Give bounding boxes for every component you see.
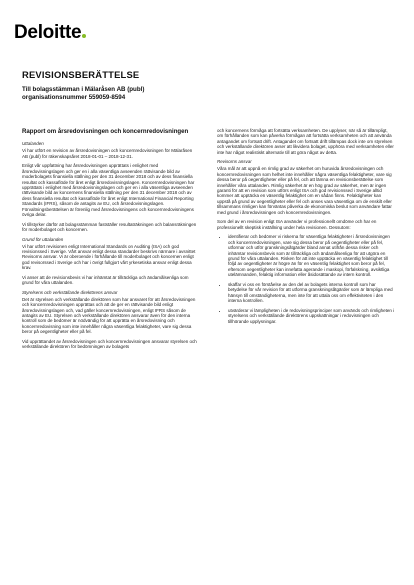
org-number-line: organisationsnummer 559059-8594 <box>22 93 126 101</box>
recipient-line: Till bolagsstämman i Mälaråsen AB (publ) <box>22 86 145 93</box>
paragraph: Som del av en revision enligt ISA använder vi professionellt omdöme och har en professionellt skeptisk inställning under hela revisionen. Dessutom: <box>217 219 377 230</box>
paragraph: Det är styrelsen och verkställande direktören som har ansvaret för att årsredovisningen och koncernredovisningen upprättas och att de ger en rättvisande bild enligt årsredovisningslagen och, vad gäller koncernredovisningen, enligt IFRS såsom de antagits av EU. Styrelsen och verkställande direktören ansvarar även för den interna kontroll som de bedömer är nödvändig för att upprätta en årsredovisning och koncernredovisning som inte innehåller några väsentliga felaktigheter, vare sig dessa beror på oegentligheter eller på fel. <box>22 296 196 335</box>
section-heading: Rapport om årsredovisningen och koncernredovisningen <box>22 128 189 135</box>
paragraph: Våra mål är att uppnå en rimlig grad av säkerhet om huruvida årsredovisningen och koncernredovisningen som helhet inte innehåller några väsentliga felaktigheter, vare sig dessa beror på oegentligheter eller på fel, och att lämna en revisionsberättelse som innehåller våra uttalanden. Rimlig säkerhet är en hög grad av säkerhet, men är ingen garanti för att en revision som utförs enligt ISA och god revisionssed i Sverige alltid kommer att upptäcka en väsentlig felaktighet om en sådan finns. Felaktigheter kan uppstå på grund av oegentligheter eller fel och anses vara väsentliga om de enskilt eller tillsammans rimligen kan förväntas påverka de ekonomiska beslut som användare fattar med grund i årsredovisningen och koncernredovisningen. <box>217 166 392 215</box>
bullet-list <box>217 234 395 324</box>
paragraph: Vi har utfört en revision av årsredovisningen och koncernredovisningen för Mälaråsen AB (publ) för räkenskapsåret 2018-01-01 – 2018-12-31. <box>22 148 193 159</box>
logo-dot-icon <box>82 34 86 38</box>
list-item: • skaffar vi oss en förståelse av den del av bolagets interna kontroll som har betydelse för vår revision för att utforma granskningsåtgärder som är lämpliga med hänsyn till omständigheterna, men inte för att uttala oss om effektiviteten i den interna kontrollen. <box>228 282 395 304</box>
paragraph: Vi har utfört revisionen enligt International Standards on Auditing (ISA) och god revisionssed i Sverige. Vårt ansvar enligt dessa standarder beskrivs närmare i avsnittet Revisorns ansvar. Vi är oberoende i förhållande till moderbolaget och koncernen enligt god revisorssed i Sverige och har i övrigt fullgjort vårt yrkesetiska ansvar enligt dessa krav. <box>22 243 196 271</box>
left-column <box>22 128 198 354</box>
subsection-title: Revisorns ansvar <box>217 159 252 165</box>
deloitte-logo: Deloitte <box>14 22 86 44</box>
subsection-title: Uttalanden <box>22 141 44 147</box>
document-title: REVISIONSBERÄTTELSE <box>22 69 140 80</box>
right-column <box>217 128 395 328</box>
recipient-block <box>22 86 144 101</box>
paragraph: Vi anser att de revisionsbevis vi har inhämtat är tillräckliga och ändamålsenliga som grund för våra uttalanden. <box>22 274 189 286</box>
list-item: • identifierar och bedömer vi riskerna för väsentliga felaktigheter i årsredovisningen och koncernredovisningen, vare sig dessa beror på oegentligheter eller på fel, utformar och utför granskningsåtgärder bland annat utifrån dessa risker och inhämtar revisionsbevis som är tillräckliga och ändamålsenliga för att utgöra en grund för våra uttalanden. Risken för att inte upptäcka en väsentlig felaktighet till följd av oegentligheter är högre än för en väsentlig felaktighet som beror på fel, eftersom oegentligheter kan innefatta agerande i maskopi, förfalskning, avsiktliga utelämnanden, felaktig information eller åsidosättande av intern kontroll. <box>228 234 395 278</box>
subsection-title: Grund för uttalanden <box>22 236 64 242</box>
paragraph: Enligt vår uppfattning har årsredovisningen upprättats i enlighet med årsredovisningslagen och ger en i alla väsentliga avseenden rättvisande bild av moderbolagets finansiella ställning per den 31 december 2018 och av dess finansiella resultat och kassaflöde för året enligt årsredovisningslagen. Koncernredovisningen har upprättats i enlighet med årsredovisningslagen och ger en i alla väsentliga avseenden rättvisande bild av koncernens finansiella ställning per den 31 december 2018 och av dess finansiella resultat och kassaflöde för året enligt International Financial Reporting Standards (IFRS), såsom de antagits av EU, och årsredovisningslagen. Förvaltningsberättelsen är förenlig med årsredovisningens och koncernredovisningens övriga delar. <box>22 163 195 218</box>
subsection-title: Styrelsens och verkställande direktörens ansvar <box>22 289 118 295</box>
paragraph: Vi tillstyrker därför att bolagsstämman fastställer resultaträkningen och balansräkningen för moderbolaget och koncernen. <box>22 221 197 233</box>
paragraph: Vid upprättandet av årsredovisningen och koncernredovisningen ansvarar styrelsen och verkställande direktören för bedömningen av bolagets <box>22 338 197 350</box>
list-item: • utvärderar vi lämpligheten i de redovisningsprinciper som används och rimligheten i styrelsens och verkställande direktörens uppskattningar i redovisningen och tillhörande upplysningar. <box>228 308 395 324</box>
paragraph: och koncernens förmåga att fortsätta verksamheten. De upplyser, när så är tillämpligt, om förhållanden som kan påverka förmågan att fortsätta verksamheten och att använda antagandet om fortsatt drift. Antagandet om fortsatt drift tillämpas dock inte om styrelsen och verkställande direktören avser att likvidera bolaget, upphöra med verksamheten eller inte har något realistiskt alternativ till att göra något av detta. <box>217 128 394 155</box>
